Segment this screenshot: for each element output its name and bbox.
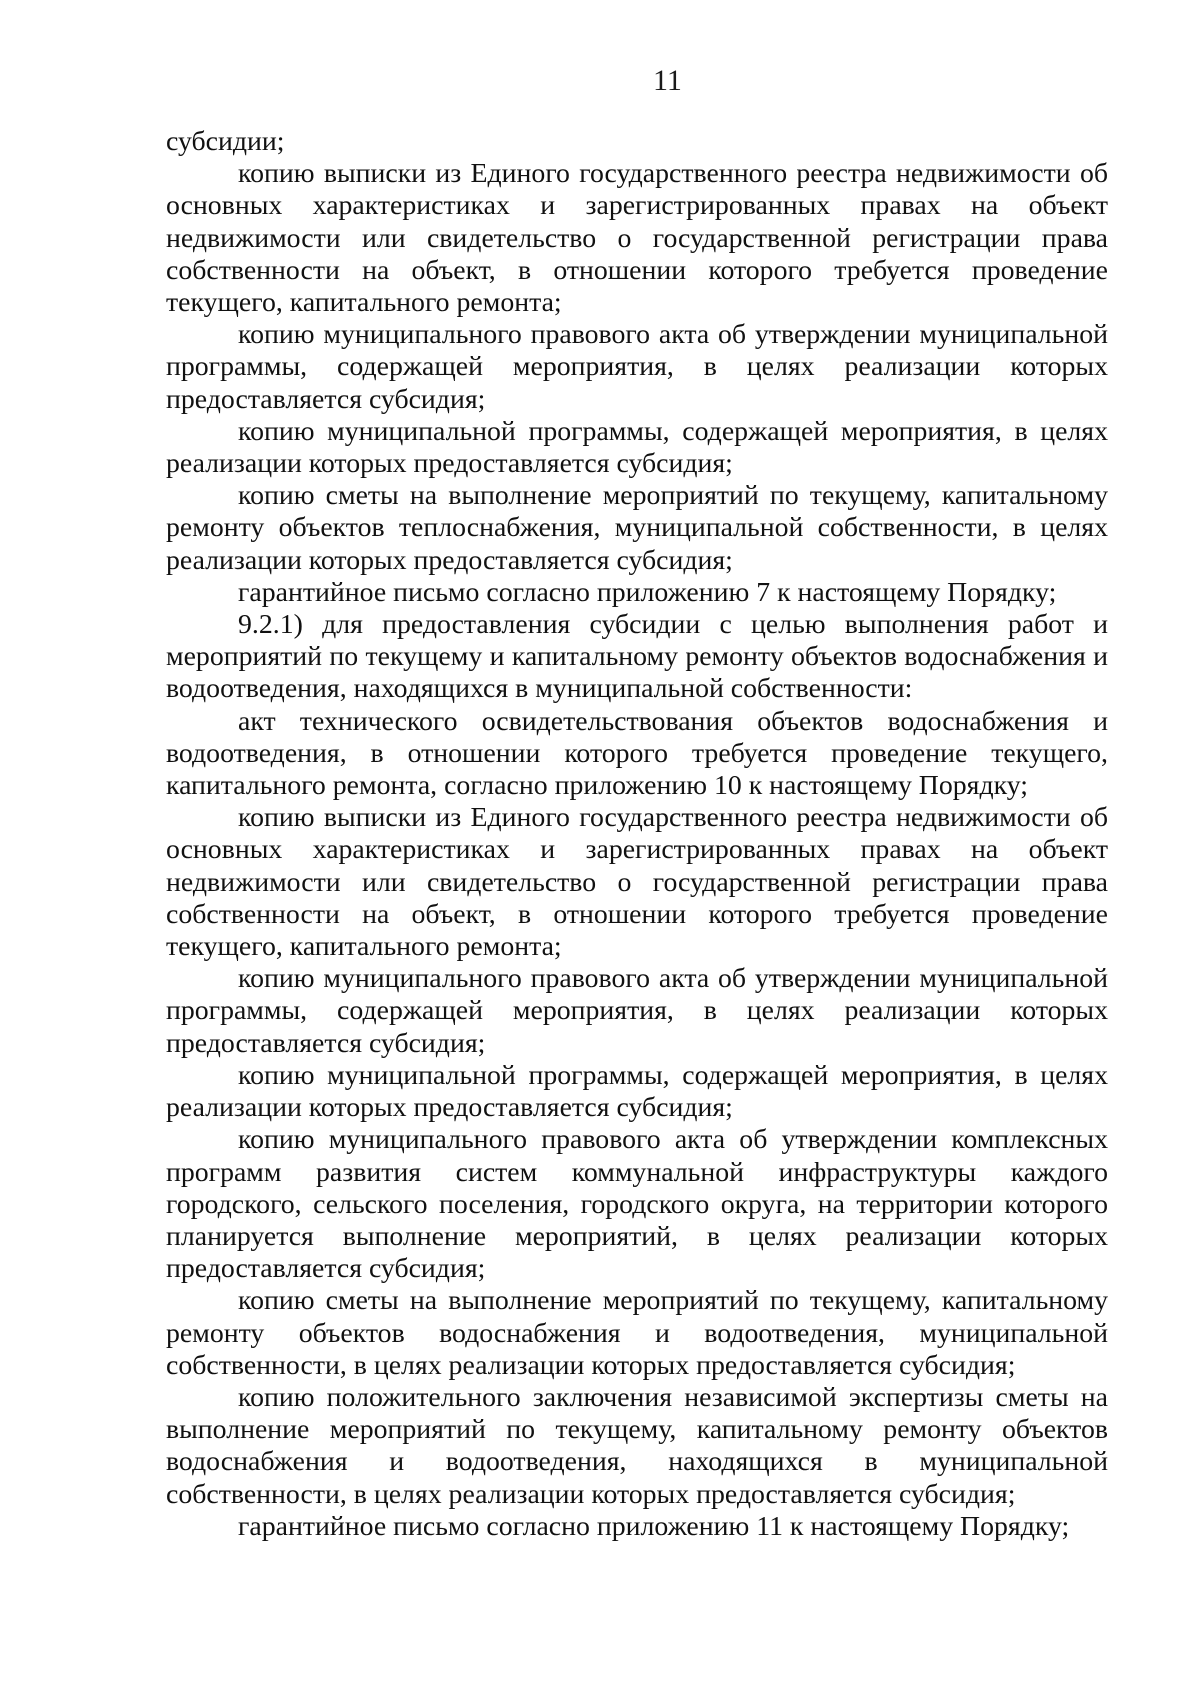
paragraph-list-item: акт технического освидетельствования объектов водоснабжения и водоотведения, в отношении которого требуется проведение текущего, капитального ремонта, согласно приложению 10 к настоящему Порядку;: [166, 705, 1108, 802]
paragraph-list-item: копию муниципального правового акта об утверждении муниципальной программы, содержащей мероприятия, в целях реализации которых предоставляется субсидия;: [166, 319, 1108, 415]
paragraph-list-item: копию муниципальной программы, содержащей мероприятия, в целях реализации которых предоставляется субсидия;: [166, 1059, 1108, 1124]
paragraph-list-item: гарантийное письмо согласно приложению 7 к настоящему Порядку;: [238, 576, 1057, 608]
paragraph-list-item: копию выписки из Единого государственного реестра недвижимости об основных характеристиках и зарегистрированных правах на объект недвижимости или свидетельство о государственной регистрации права собственности на объект, в отношении которого требуется проведение текущего, капитального ремонта;: [166, 158, 1108, 319]
paragraph-list-item: гарантийное письмо согласно приложению 11 к настоящему Порядку;: [238, 1510, 1070, 1542]
document-body: [166, 126, 1108, 1543]
paragraph-list-item: копию положительного заключения независимой экспертизы сметы на выполнение мероприятий по текущему, капитальному ремонту объектов водоснабжения и водоотведения, находящихся в муниципальной собственности, в целях реализации которых предоставляется субсидия;: [166, 1381, 1108, 1510]
paragraph-clause-9-2-1: 9.2.1) для предоставления субсидии с целью выполнения работ и мероприятий по текущему и капитальному ремонту объектов водоснабжения и водоотведения, находящихся в муниципальной собственности:: [166, 609, 1108, 705]
paragraph-list-item: копию сметы на выполнение мероприятий по текущему, капитальному ремонту объектов водоснабжения и водоотведения, муниципальной собственности, в целях реализации которых предоставляется субсидия;: [166, 1285, 1108, 1381]
paragraph-list-item: копию муниципального правового акта об утверждении комплексных программ развития систем коммунальной инфраструктуры каждого городского, сельского поселения, городского округа, на территории которого планируется выполнение мероприятий, в целях реализации которых предоставляется субсидия;: [166, 1124, 1108, 1285]
page-number: 11: [653, 64, 682, 97]
paragraph-continuation: субсидии;: [166, 126, 285, 157]
paragraph-list-item: копию муниципальной программы, содержащей мероприятия, в целях реализации которых предоставляется субсидия;: [166, 415, 1108, 480]
paragraph-list-item: копию муниципального правового акта об утверждении муниципальной программы, содержащей мероприятия, в целях реализации которых предоставляется субсидия;: [166, 963, 1108, 1059]
paragraph-list-item: копию сметы на выполнение мероприятий по текущему, капитальному ремонту объектов теплоснабжения, муниципальной собственности, в целях реализации которых предоставляется субсидия;: [166, 480, 1108, 576]
paragraph-list-item: копию выписки из Единого государственного реестра недвижимости об основных характеристиках и зарегистрированных правах на объект недвижимости или свидетельство о государственной регистрации права собственности на объект, в отношении которого требуется проведение текущего, капитального ремонта;: [166, 802, 1108, 963]
